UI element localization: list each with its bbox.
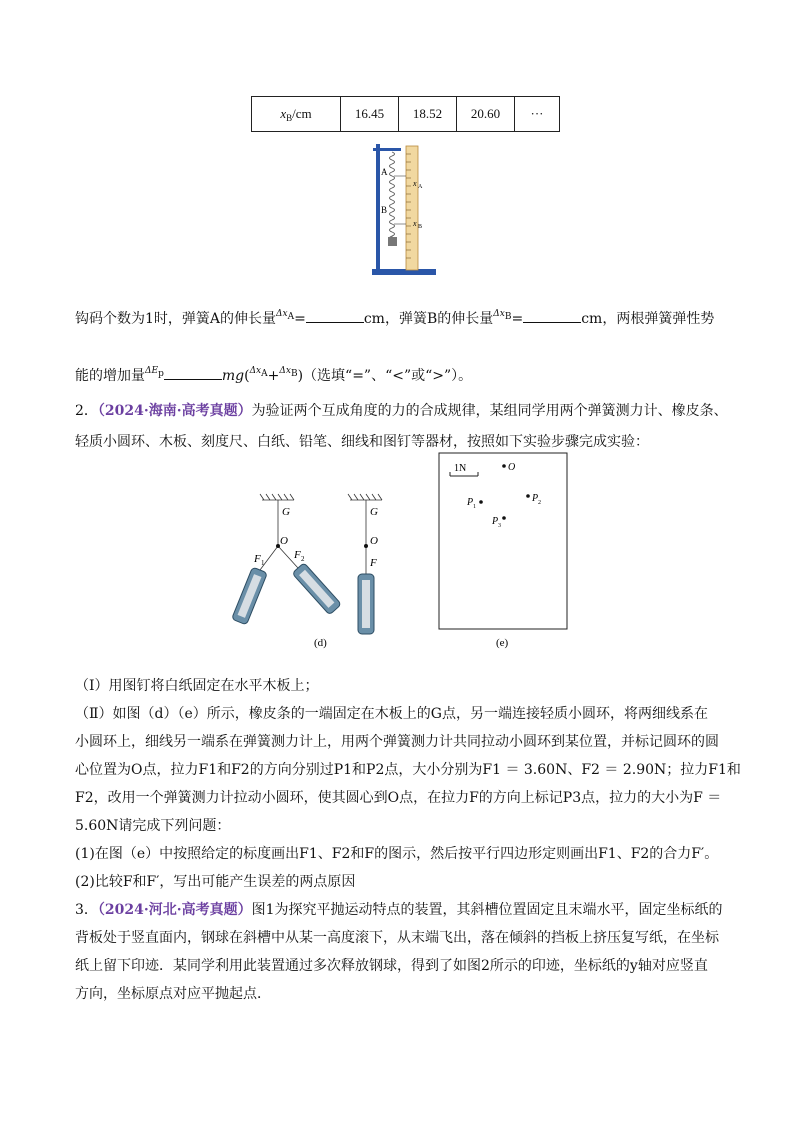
xB-label: x (413, 219, 417, 228)
svg-text:O: O (370, 535, 378, 547)
svg-text:P: P (532, 493, 539, 504)
figure-e-caption: (e) (496, 637, 509, 649)
svg-text:F: F (370, 557, 377, 569)
spring-A-label: A (381, 167, 388, 177)
q2-step2-line3: 心位置为O点，拉力F1和F2的方向分别过P1和P2点，大小分别为F1 ＝ 3.60N、F2 ＝ 2.90N；拉力F1和 (75, 762, 741, 778)
svg-text:F: F (254, 553, 261, 565)
spring-B-label: B (381, 205, 388, 215)
q3-source: （2024·河北·高考真题） (97, 902, 252, 918)
answer-blank-dxB[interactable] (523, 308, 581, 323)
svg-text:O: O (280, 535, 288, 547)
svg-text:B: B (418, 224, 423, 230)
figure-d (222, 490, 412, 650)
q2-step2-line5: 5.60N请完成下列问题： (75, 818, 231, 834)
data-table (251, 96, 560, 132)
svg-text:G: G (370, 506, 378, 518)
table-cell: 16.45 (341, 97, 399, 132)
q1-line2: 能的增加量$^{\Delta Ep}$ mg($^{\Delta xA}$+$^{\Delta xB}$)（选填“=”、“<”或“>”）。 (75, 366, 473, 384)
q3-line1: 3．（2024·河北·高考真题）图1为探究平抛运动特点的装置，其斜槽位置固定且末端水平，固定坐标纸的 (75, 902, 723, 918)
q2-source: （2024·海南·高考真题） (97, 403, 252, 419)
table-cell: ··· (515, 97, 560, 132)
svg-text:2: 2 (301, 555, 305, 563)
svg-text:F: F (294, 549, 301, 561)
q3-line4: 方向，坐标原点对应平抛起点． (75, 986, 271, 1002)
svg-text:P: P (492, 516, 499, 527)
q2-step2-line1: （Ⅱ）如图（d）（e）所示，橡皮条的一端固定在木板上的G点，另一端连接轻质小圆环，将两细线系在 (75, 706, 708, 722)
svg-text:A: A (418, 184, 423, 190)
q2-line1: 2．（2024·海南·高考真题）为验证两个互成角度的力的合成规律，某组同学用两个弹簧测力计、橡皮条、 (75, 403, 728, 419)
q2-step1: （Ⅰ）用图钉将白纸固定在水平木板上； (75, 678, 319, 694)
svg-text:P: P (467, 497, 474, 508)
table-header: $x_B/cm$ (252, 97, 341, 132)
q3-line2: 背板处于竖直面内，钢球在斜槽中从某一高度滚下，从末端飞出，落在倾斜的挡板上挤压复写纸，在坐标 (75, 930, 719, 946)
figure-e (438, 452, 570, 652)
q1-line1: 钩码个数为1时，弹簧A的伸长量$^{\Delta xA}$= cm，弹簧B的伸长量$^{\Delta xB}$= cm，两根弹簧弹性势 (75, 309, 715, 327)
svg-text:O: O (508, 462, 516, 473)
svg-text:1: 1 (473, 504, 476, 510)
q2-line2: 轻质小圆环、木板、刻度尺、白纸、铅笔、细线和图钉等器材，按照如下实验步骤完成实验： (75, 434, 649, 450)
figure-d-caption: (d) (314, 637, 327, 649)
table-cell: 18.52 (399, 97, 457, 132)
svg-text:2: 2 (538, 500, 541, 506)
table-cell: 20.60 (457, 97, 515, 132)
q2-step2-line4: F2，改用一个弹簧测力计拉动小圆环，使其圆心到O点，在拉力F的方向上标记P3点，拉力的大小为F ＝ (75, 790, 722, 806)
svg-text:G: G (282, 506, 290, 518)
svg-text:1: 1 (261, 559, 265, 567)
q2-subquestion-1: (1)在图（e）中按照给定的标度画出F1、F2和F的图示，然后按平行四边形定则画出F1、F2的合力F′。 (75, 846, 719, 862)
scale-label: 1N (454, 463, 467, 474)
q2-step2-line2: 小圆环上，细线另一端系在弹簧测力计上，用两个弹簧测力计共同拉动小圆环到某位置，并标记圆环的圆 (75, 734, 719, 750)
spring-apparatus-figure (366, 142, 438, 276)
xA-label: x (413, 179, 417, 188)
q2-subquestion-2: (2)比较F和F′，写出可能产生误差的两点原因 (75, 874, 356, 890)
answer-blank-dxA[interactable] (306, 308, 364, 323)
q3-line3: 纸上留下印迹．某同学利用此装置通过多次释放钢球，得到了如图2所示的印迹，坐标纸的y轴对应竖直 (75, 958, 708, 974)
svg-text:3: 3 (498, 523, 501, 529)
answer-blank-dEp[interactable] (164, 365, 222, 380)
